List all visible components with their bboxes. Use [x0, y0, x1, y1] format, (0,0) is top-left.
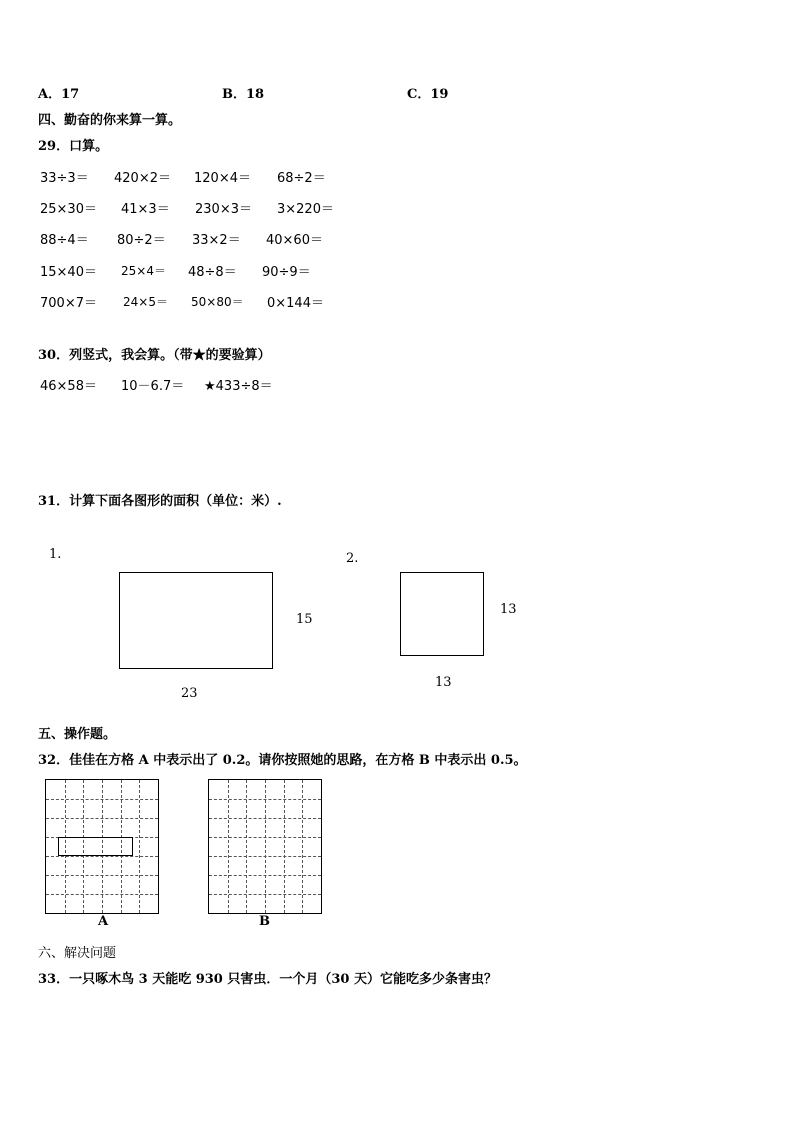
- question-31-title: 31．计算下面各图形的面积（单位：米）.: [38, 494, 282, 509]
- rectangle-figure: [119, 572, 273, 669]
- section-4-title: 四、勤奋的你来算一算。: [38, 113, 182, 128]
- grid-a: [45, 779, 159, 914]
- question-33-title: 33．一只啄木鸟 3 天能吃 930 只害虫．一个月（30 天）它能吃多少条害虫？: [38, 972, 497, 987]
- rectangle-height-label: 15: [296, 612, 313, 627]
- oral-calc-item: 25×30＝: [40, 202, 97, 217]
- oral-calc-item: 48÷8＝: [188, 265, 237, 280]
- column-calc-item: 46×58＝: [40, 379, 97, 394]
- grid-line: [209, 894, 321, 895]
- grid-line: [46, 894, 158, 895]
- grid-line: [209, 856, 321, 857]
- square-figure: [400, 572, 484, 656]
- option-c: C．19: [407, 87, 449, 102]
- grid-line: [209, 799, 321, 800]
- option-a: A．17: [38, 87, 80, 102]
- section-6-title: 六、解决问题: [38, 946, 117, 961]
- oral-calc-item: 3×220＝: [277, 202, 334, 217]
- oral-calc-item: 33÷3＝: [40, 171, 89, 186]
- oral-calc-item: 420×2＝: [114, 171, 171, 186]
- oral-calc-item: 40×60＝: [266, 233, 323, 248]
- grid-b: [208, 779, 322, 914]
- oral-calc-item: 24×5＝: [123, 295, 168, 309]
- oral-calc-item: 50×80＝: [191, 295, 244, 309]
- oral-calc-item: 68÷2＝: [277, 171, 326, 186]
- grid-line: [46, 856, 158, 857]
- grid-line: [209, 875, 321, 876]
- grid-line: [209, 837, 321, 838]
- column-calc-item: ★433÷8＝: [204, 379, 273, 394]
- column-calc-item: 10－6.7＝: [121, 379, 185, 394]
- oral-calc-item: 230×3＝: [195, 202, 252, 217]
- question-32-title: 32．佳佳在方格 A 中表示出了 0.2。请你按照她的思路，在方格 B 中表示出 0.5。: [38, 753, 527, 768]
- oral-calc-item: 25×4＝: [121, 264, 166, 278]
- grid-line: [46, 799, 158, 800]
- square-side-label-right: 13: [500, 602, 517, 617]
- grid-line: [46, 818, 158, 819]
- grid-a-label: A: [98, 914, 109, 929]
- oral-calc-item: 90÷9＝: [262, 265, 311, 280]
- square-side-label-bottom: 13: [435, 675, 452, 690]
- figure-1-number: 1.: [49, 547, 62, 562]
- option-b: B．18: [222, 87, 265, 102]
- oral-calc-item: 80÷2＝: [117, 233, 166, 248]
- oral-calc-item: 0×144＝: [267, 296, 324, 311]
- grid-b-label: B: [259, 914, 270, 929]
- rectangle-width-label: 23: [181, 686, 198, 701]
- oral-calc-item: 88÷4＝: [40, 233, 89, 248]
- oral-calc-item: 700×7＝: [40, 296, 97, 311]
- grid-a-highlight-box: [58, 837, 133, 856]
- oral-calc-item: 41×3＝: [121, 202, 170, 217]
- oral-calc-item: 120×4＝: [194, 171, 251, 186]
- question-30-title: 30．列竖式，我会算。（带★的要验算）: [38, 348, 271, 363]
- section-5-title: 五、操作题。: [38, 727, 117, 742]
- question-29-title: 29．口算。: [38, 139, 109, 154]
- oral-calc-item: 15×40＝: [40, 265, 97, 280]
- oral-calc-item: 33×2＝: [192, 233, 241, 248]
- grid-line: [209, 818, 321, 819]
- figure-2-number: 2.: [346, 551, 359, 566]
- grid-line: [46, 875, 158, 876]
